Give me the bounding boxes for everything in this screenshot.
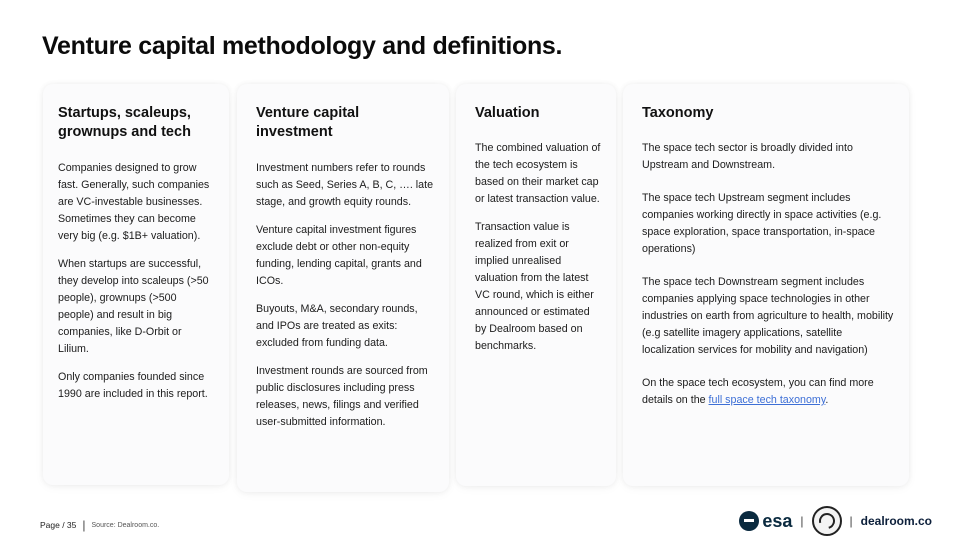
- card-heading: Taxonomy: [642, 105, 714, 121]
- card-paragraph: The combined valuation of the tech ecosystem is based on their market cap or latest transaction value.: [475, 142, 601, 205]
- card-paragraph: Venture capital investment figures exclude debt or other non-equity funding, lending capital, grants and ICOs.: [256, 224, 422, 287]
- logo-separator: |: [849, 514, 853, 528]
- card-valuation: [456, 84, 616, 486]
- source-note: Source: Dealroom.co.: [91, 521, 160, 529]
- card-paragraph: The space tech Downstream segment includes companies applying space technologies in other industries on earth from agriculture to health, mobility (e.g satellite imagery applications, satellite localization services for mobility and navigation): [642, 276, 894, 356]
- card-vc-investment: [237, 84, 449, 492]
- page-title: Venture capital methodology and definitions.: [42, 32, 563, 60]
- card-startups: [43, 84, 229, 485]
- page-number: Page / 35: [40, 520, 77, 530]
- card-taxonomy: [623, 84, 909, 486]
- card-paragraph: When startups are successful, they develop into scaleups (>50 people), grownups (>500 people) and result in big companies, like D-Orbit or Lilium.: [58, 258, 209, 355]
- card-paragraph: Buyouts, M&A, secondary rounds, and IPOs are treated as exits: excluded from funding data.: [256, 303, 418, 349]
- card-paragraph: Transaction value is realized from exit or implied unrealised valuation from the latest VC round, which is either announced or estimated by Dealroom based on benchmarks.: [475, 221, 594, 352]
- card-paragraph: The space tech Upstream segment includes companies working directly in space activities (e.g. space exploration, space transportation, in-space operations): [642, 192, 882, 255]
- footer-separator: |: [82, 518, 86, 532]
- card-paragraph: Only companies founded since 1990 are included in this report.: [58, 371, 208, 400]
- text-suffix: .: [825, 394, 829, 406]
- card-heading: Valuation: [475, 105, 540, 121]
- esa-logo: [739, 511, 792, 532]
- footer: [40, 518, 159, 532]
- card-heading: Startups, scaleups, grownups and tech: [58, 105, 191, 140]
- card-heading: Venture capital investment: [256, 105, 360, 140]
- card-paragraph: Investment numbers refer to rounds such as Seed, Series A, B, C, …. late stage, and growth equity rounds.: [256, 162, 434, 208]
- card-paragraph: The space tech sector is broadly divided into Upstream and Downstream.: [642, 142, 853, 171]
- card-paragraph: Companies designed to grow fast. Generally, such companies are VC-investable businesses. Sometimes they can become very big (e.g. $1B+ valuation).: [58, 162, 210, 242]
- taxonomy-link[interactable]: full space tech taxonomy: [708, 394, 826, 406]
- card-paragraph: Investment rounds are sourced from public disclosures including press releases, news, filings and verified user-submitted information.: [256, 365, 428, 428]
- card-paragraph: [642, 375, 895, 409]
- emblem-logo-icon: [812, 506, 842, 536]
- esa-wordmark: esa: [762, 510, 793, 531]
- partner-logos: [739, 506, 932, 536]
- dealroom-logo: dealroom.co: [860, 514, 932, 528]
- logo-separator: |: [800, 514, 804, 528]
- esa-mark-icon: [739, 511, 759, 531]
- text-prefix: On the space tech ecosystem, you can find more details on the: [642, 377, 874, 406]
